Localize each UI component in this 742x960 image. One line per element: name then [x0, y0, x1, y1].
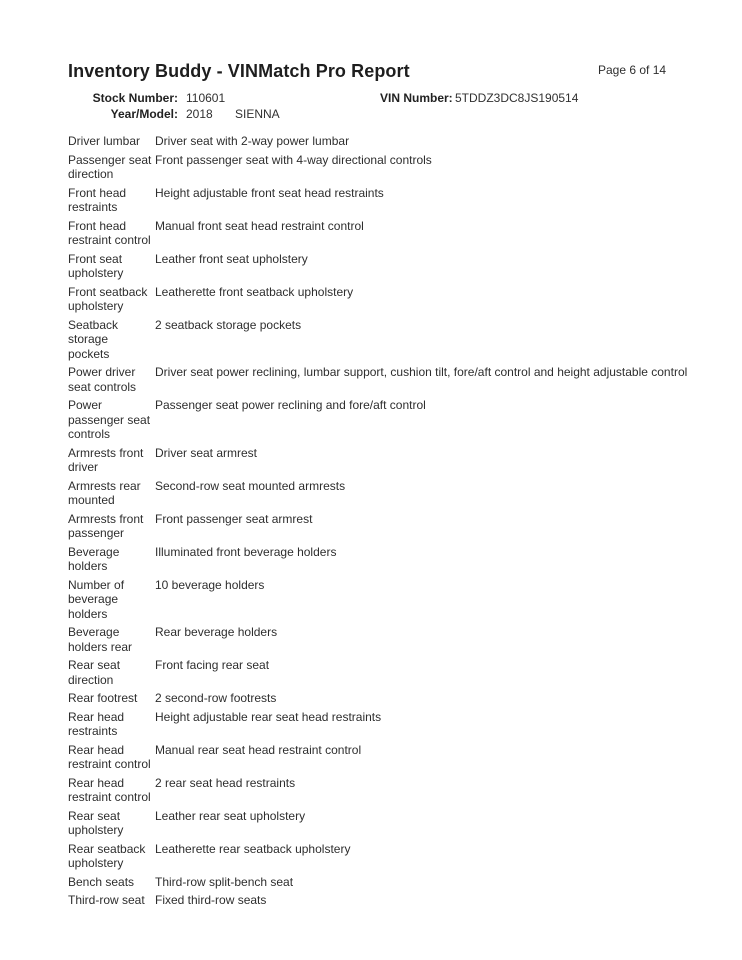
feature-value: Front facing rear seat — [155, 658, 270, 672]
feature-name: Beverage holders — [68, 544, 120, 573]
feature-value: Third-row split-bench seat — [155, 874, 294, 889]
feature-value: Front passenger seat with 4-way directional controls — [155, 152, 432, 167]
feature-row — [68, 219, 697, 248]
model-value: SIENNA — [235, 107, 280, 121]
feature-name: Armrests rear mounted — [68, 478, 141, 507]
feature-name: Seatback storage pockets — [68, 317, 119, 361]
feature-row — [68, 710, 697, 739]
feature-row — [68, 479, 697, 508]
feature-value: 2 rear seat head restraints — [155, 775, 296, 790]
feature-row — [68, 512, 697, 541]
feature-value: Height adjustable rear seat head restraints — [155, 709, 382, 724]
feature-name: Rear seat direction — [68, 658, 121, 687]
feature-value: Fixed third-row seats — [155, 893, 267, 907]
feature-value: Driver seat armrest — [155, 445, 258, 460]
feature-value: Leather front seat upholstery — [155, 251, 308, 266]
feature-row — [68, 398, 697, 442]
feature-name: Power passenger seat controls — [68, 398, 151, 441]
feature-row — [68, 875, 697, 890]
feature-value: Manual front seat head restraint control — [155, 218, 364, 233]
feature-value: Illuminated front beverage holders — [155, 544, 337, 559]
feature-value: Passenger seat power reclining and fore/aft control — [155, 398, 426, 412]
stock-number-value: 110601 — [186, 91, 226, 105]
feature-name: Front head restraints — [68, 185, 127, 214]
feature-name: Rear head restraint control — [68, 775, 151, 804]
report-header — [0, 0, 742, 134]
feature-name: Driver lumbar — [68, 134, 141, 148]
feature-row — [68, 545, 697, 574]
feature-row — [68, 446, 697, 475]
feature-row — [68, 578, 697, 622]
feature-row — [68, 134, 697, 149]
vin-number-value: 5TDDZ3DC8JS190514 — [455, 91, 579, 105]
feature-value: Rear beverage holders — [155, 625, 278, 639]
feature-name: Bench seats — [68, 874, 135, 889]
feature-name: Rear head restraints — [68, 709, 125, 738]
feature-name: Armrests front passenger — [68, 511, 144, 540]
feature-name: Rear seat upholstery — [68, 808, 124, 837]
feature-row — [68, 285, 697, 314]
feature-name: Passenger seat direction — [68, 152, 152, 181]
feature-row — [68, 691, 697, 706]
vin-number-label: VIN Number: — [380, 91, 453, 105]
feature-row — [68, 625, 697, 654]
feature-value: Leather rear seat upholstery — [155, 808, 306, 823]
features-table — [0, 134, 742, 908]
feature-name: Armrests front driver — [68, 445, 144, 474]
page-indicator: Page 6 of 14 — [598, 63, 667, 77]
feature-value: Second-row seat mounted armrests — [155, 478, 346, 493]
feature-value: Manual rear seat head restraint control — [155, 742, 362, 757]
feature-value: 10 beverage holders — [155, 577, 265, 592]
feature-name: Beverage holders rear — [68, 625, 133, 654]
feature-value: Driver seat with 2-way power lumbar — [155, 134, 350, 148]
feature-row — [68, 893, 697, 908]
feature-value: Front passenger seat armrest — [155, 511, 313, 526]
feature-value: 2 second-row footrests — [155, 691, 277, 705]
feature-row — [68, 743, 697, 772]
feature-row — [68, 252, 697, 281]
feature-name: Third-row seat — [68, 893, 145, 907]
feature-value: Leatherette rear seatback upholstery — [155, 841, 351, 856]
feature-name: Rear footrest — [68, 691, 138, 705]
feature-row — [68, 153, 697, 182]
feature-name: Rear head restraint control — [68, 742, 151, 771]
feature-name: Front seatback upholstery — [68, 284, 148, 313]
feature-row — [68, 842, 697, 871]
feature-row — [68, 809, 697, 838]
feature-row — [68, 658, 697, 687]
feature-row — [68, 186, 697, 215]
feature-value: 2 seatback storage pockets — [155, 317, 302, 332]
year-value: 2018 — [186, 107, 213, 121]
feature-name: Front seat upholstery — [68, 251, 124, 280]
feature-row — [68, 365, 697, 394]
feature-name: Number of beverage holders — [68, 577, 125, 621]
feature-name: Rear seatback upholstery — [68, 841, 146, 870]
feature-row — [68, 318, 697, 362]
feature-value: Driver seat power reclining, lumbar support, cushion tilt, fore/aft control and height adjustable control — [155, 365, 688, 379]
feature-value: Height adjustable front seat head restraints — [155, 185, 384, 200]
feature-value: Leatherette front seatback upholstery — [155, 284, 354, 299]
feature-name: Front head restraint control — [68, 218, 151, 247]
feature-row — [68, 776, 697, 805]
report-title: Inventory Buddy - VINMatch Pro Report — [68, 61, 410, 81]
year-model-label: Year/Model: — [110, 107, 178, 121]
feature-name: Power driver seat controls — [68, 365, 137, 394]
stock-number-label: Stock Number: — [92, 91, 178, 105]
